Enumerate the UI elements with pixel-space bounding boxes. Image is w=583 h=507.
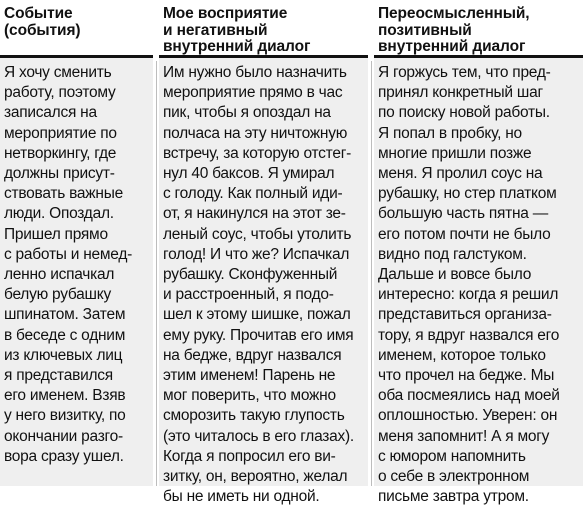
text-line: принял конкретный шаг bbox=[378, 84, 543, 102]
text-line: Дальше и вовсе было bbox=[378, 266, 532, 284]
text-line: о себе в электронном bbox=[378, 468, 530, 486]
text-line: интересно: когда я решил bbox=[378, 286, 559, 304]
text-line: ленно испачкал bbox=[4, 266, 115, 284]
column-body-event bbox=[0, 58, 153, 486]
header-line: Мое восприятие bbox=[163, 5, 288, 22]
text-line: леный соус, чтобы утолить bbox=[163, 225, 352, 243]
text-line: записался на bbox=[4, 104, 97, 122]
text-line: полчаса на эту ничтожную bbox=[163, 124, 348, 142]
text-line: голод! И что же? Испачкал bbox=[163, 245, 350, 263]
text-line: из ключевых лиц bbox=[4, 346, 123, 364]
text-line: ствовать важные bbox=[4, 185, 123, 203]
header-line: (события) bbox=[4, 21, 81, 39]
text-line: работу, поэтому bbox=[4, 84, 116, 102]
text-line: оба посмеялись над моей bbox=[378, 387, 560, 405]
text-line: представиться организа- bbox=[378, 306, 552, 324]
text-line: шпинатом. Затем bbox=[4, 306, 126, 324]
text-line: зитку, он, вероятно, желал bbox=[163, 468, 348, 486]
column-divider bbox=[371, 61, 372, 486]
text-line: именем, которое только bbox=[378, 346, 546, 364]
text-line: нул 40 баксов. Я умирал bbox=[163, 165, 335, 183]
text-line: многие пришли позже bbox=[378, 144, 532, 162]
text-line: от, я накинулся на этот зе- bbox=[163, 205, 346, 223]
column-header-positive bbox=[374, 0, 583, 58]
text-line: ему руку. Прочитав его имя bbox=[163, 326, 354, 344]
text-line: белую рубашку bbox=[4, 286, 111, 304]
text-line: шел к этому шишке, пожал bbox=[163, 306, 351, 324]
text-line: этим именем! Парень не bbox=[163, 367, 336, 385]
text-line: и расстроенный, я подо- bbox=[163, 286, 334, 304]
text-line: (это читалось в его глазах). bbox=[163, 427, 354, 445]
text-line: встречу, за которую отстег- bbox=[163, 144, 352, 162]
text-line: я представился bbox=[4, 367, 113, 385]
column-header-negative bbox=[159, 0, 368, 58]
text-line: видно под галстуком. bbox=[378, 245, 527, 263]
column-positive-dialog bbox=[374, 0, 583, 506]
text-line: его именем. Взяв bbox=[4, 387, 126, 405]
text-line: что прочел на бедже. Мы bbox=[378, 367, 555, 385]
text-line: мероприятие прямо в час bbox=[163, 84, 343, 102]
text-line: с голоду. Как полный иди- bbox=[163, 185, 343, 203]
header-line: внутренний диалог bbox=[163, 38, 311, 55]
text-line: должны присут- bbox=[4, 165, 115, 183]
text-line: окончании разго- bbox=[4, 427, 123, 445]
text-line: у него визитку, по bbox=[4, 407, 126, 425]
column-body-positive bbox=[374, 58, 583, 506]
text-line: мероприятие по bbox=[4, 124, 117, 142]
text-line: пик, чтобы я опоздал на bbox=[163, 104, 331, 122]
text-line: рубашку, но стер платком bbox=[378, 185, 557, 203]
text-line: Я горжусь тем, что пред- bbox=[378, 64, 551, 81]
header-line: внутренний диалог bbox=[378, 38, 526, 55]
header-line: и негативный bbox=[163, 21, 268, 39]
text-line: с работы и немед- bbox=[4, 245, 133, 263]
text-line: нетворкингу, где bbox=[4, 144, 117, 162]
text-line: Я попал в пробку, но bbox=[378, 124, 522, 142]
text-line: Я хочу сменить bbox=[4, 64, 112, 81]
text-line: меня запомнит! А я могу bbox=[378, 427, 550, 445]
text-line: в беседе с одним bbox=[4, 326, 126, 344]
text-line: его потом почти не было bbox=[378, 225, 551, 243]
text-line: мог поверить, что можно bbox=[163, 387, 336, 405]
text-line: Пришел прямо bbox=[4, 225, 108, 243]
text-line: люди. Опоздал. bbox=[4, 205, 114, 223]
column-header-event bbox=[0, 0, 153, 58]
text-line: тору, я вдруг назвался его bbox=[378, 326, 560, 344]
text-line: письме завтра утром. bbox=[378, 488, 529, 506]
header-line: позитивный bbox=[378, 21, 472, 39]
text-line: сморозить такую глупость bbox=[163, 407, 345, 425]
header-line: Событие bbox=[4, 5, 73, 22]
column-negative-dialog bbox=[159, 0, 368, 506]
column-body-negative bbox=[159, 58, 368, 506]
text-line: вора сразу ушел. bbox=[4, 447, 124, 465]
text-line: Им нужно было назначить bbox=[163, 64, 347, 81]
text-line: рубашку. Сконфуженный bbox=[163, 266, 338, 284]
column-event bbox=[0, 0, 153, 486]
text-line: бы не иметь ни одной. bbox=[163, 488, 320, 506]
text-line: Когда я попросил его ви- bbox=[163, 447, 336, 465]
header-line: Переосмысленный, bbox=[378, 5, 530, 22]
text-line: на бедже, вдруг назвался bbox=[163, 346, 342, 364]
text-line: меня. Я пролил соус на bbox=[378, 165, 543, 183]
column-divider bbox=[156, 61, 157, 486]
text-line: большую часть пятна — bbox=[378, 205, 548, 223]
text-line: по поиску новой работы. bbox=[378, 104, 550, 122]
text-line: с юмором напомнить bbox=[378, 447, 526, 465]
text-line: оплошностью. Уверен: он bbox=[378, 407, 558, 425]
